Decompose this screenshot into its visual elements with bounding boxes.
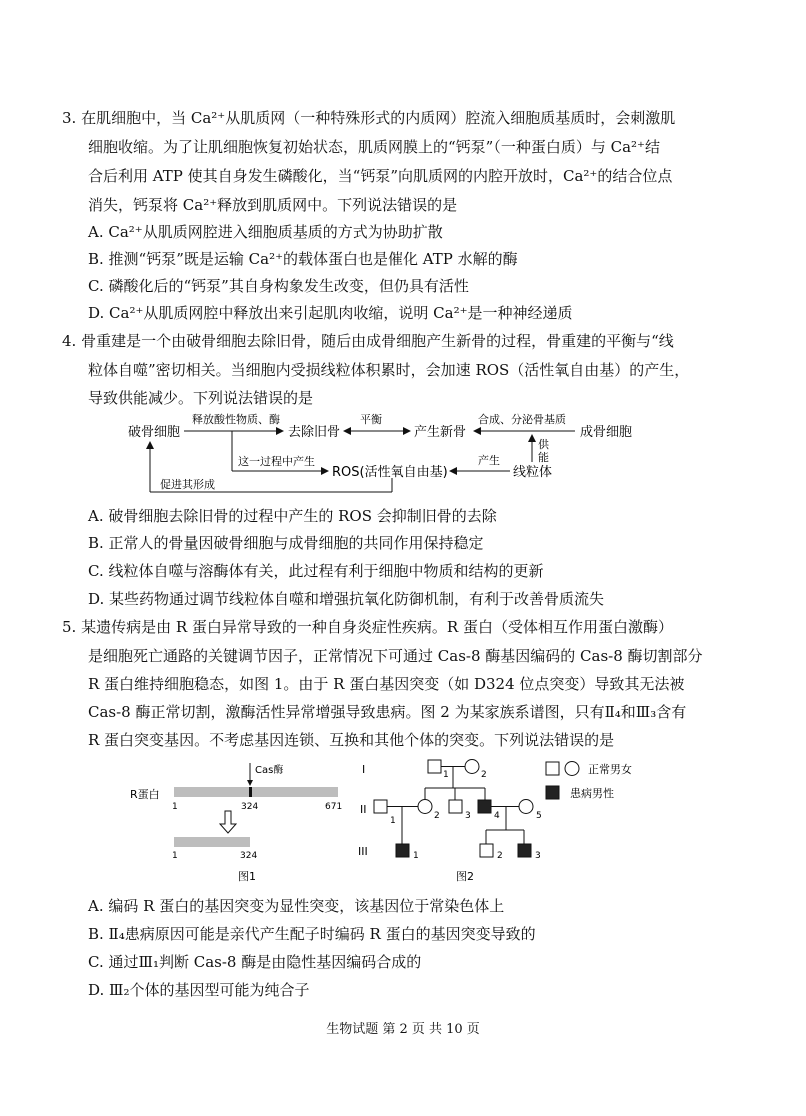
pedigree-ii1-male <box>374 800 387 813</box>
legend-normal-male <box>546 762 559 775</box>
num-ii5: 5 <box>536 811 542 821</box>
num-ii2: 2 <box>434 811 440 821</box>
q3-stem-line-4: 消失，钙泵将 Ca²⁺释放到肌质网中。下列说法错误的是 <box>88 196 458 214</box>
figure-1 <box>128 758 348 888</box>
q5-stem-line-4: Cas-8 酶正常切割，激酶活性异常增强导致患病。图 2 为某家族系谱图，只有Ⅱ₄和Ⅲ₃含有 <box>88 703 687 721</box>
fig1-tick-mid: 324 <box>241 802 259 812</box>
fig1-tick-end: 671 <box>325 802 343 812</box>
num-i2: 2 <box>481 770 487 780</box>
q4-option-c: C. 线粒体自噬与溶酶体有关，此过程有利于细胞中物质和结构的更新 <box>88 562 544 580</box>
gen-label-i: I <box>362 763 366 776</box>
q3-stem-line-1: 3. 在肌细胞中，当 Ca²⁺从肌质网（一种特殊形式的内质网）腔流入细胞质基质时，会刺激肌 <box>62 109 676 127</box>
q4-stem-line-2: 粒体自噬”密切相关。当细胞内受损线粒体积累时，会加速 ROS（活性氧自由基）的产生， <box>88 361 690 379</box>
q4-stem-line-3: 导致供能减少。下列说法错误的是 <box>88 389 314 407</box>
pedigree-iii3-affected-male <box>518 844 531 857</box>
q5-stem-line-1: 5. 某遗传病是由 R 蛋白异常导致的一种自身炎症性疾病。R 蛋白（受体相互作用蛋白激酶） <box>62 618 673 636</box>
fig1-cleavage-arrow <box>220 811 236 833</box>
fig1-protein-label: R蛋白 <box>130 788 160 801</box>
q5-option-d: D. Ⅲ₂个体的基因型可能为纯合子 <box>88 981 310 999</box>
num-i1: 1 <box>443 770 449 780</box>
synthesis-label: 合成、分泌骨基质 <box>478 413 566 426</box>
num-iii1: 1 <box>413 851 419 861</box>
gen-label-ii: II <box>360 803 367 816</box>
pedigree-i2-female <box>465 760 479 774</box>
q5-option-c: C. 通过Ⅲ₁判断 Cas-8 酶是由隐性基因编码合成的 <box>88 953 422 971</box>
fig1-cut-start: 1 <box>172 851 178 861</box>
release-label: 释放酸性物质、酶 <box>192 413 280 426</box>
legend-normal-female <box>565 762 579 776</box>
osteoclast-label: 破骨细胞 <box>128 425 181 440</box>
fig1-cut-site-mark <box>249 787 252 797</box>
q4-option-a: A. 破骨细胞去除旧骨的过程中产生的 ROS 会抑制旧骨的去除 <box>88 507 497 525</box>
pedigree-ii3-male <box>449 800 462 813</box>
mitochondria-label: 线粒体 <box>513 465 553 480</box>
supply-label-1: 供 <box>538 438 549 451</box>
promote-label: 促进其形成 <box>160 478 215 491</box>
q5-stem-line-3: R 蛋白维持细胞稳态，如图 1。由于 R 蛋白基因突变（如 D324 位点突变）导致其无法被 <box>88 675 685 693</box>
pedigree-iii2-male <box>480 844 493 857</box>
fig1-caption: 图1 <box>238 870 256 883</box>
q3-option-a: A. Ca²⁺从肌质网腔进入细胞质基质的方式为协助扩散 <box>88 223 443 241</box>
q5-option-b: B. Ⅱ₄患病原因可能是亲代产生配子时编码 R 蛋白的基因突变导致的 <box>88 925 536 943</box>
fig2-caption: 图2 <box>456 870 474 883</box>
pedigree-ii4-affected-male <box>478 800 491 813</box>
q4-option-d: D. 某些药物通过调节线粒体自噬和增强抗氧化防御机制，有利于改善骨质流失 <box>88 590 605 608</box>
remove-old-bone-label: 去除旧骨 <box>288 425 341 440</box>
supply-label-2: 能 <box>538 451 549 464</box>
ros-label: ROS(活性氧自由基) <box>332 465 448 480</box>
legend-affected-male <box>546 786 559 799</box>
produce-label: 产生 <box>478 454 500 467</box>
q5-stem-line-2: 是细胞死亡通路的关键调节因子，正常情况下可通过 Cas-8 酶基因编码的 Cas-8 酶切割部分 <box>88 647 703 665</box>
num-iii2: 2 <box>497 851 503 861</box>
q3-option-c: C. 磷酸化后的“钙泵”其自身构象发生改变，但仍具有活性 <box>88 277 469 295</box>
fig1-cut-end: 324 <box>240 851 258 861</box>
q3-option-b: B. 推测“钙泵”既是运输 Ca²⁺的载体蛋白也是催化 ATP 水解的酶 <box>88 250 518 268</box>
pedigree-iii1-affected-male <box>396 844 409 857</box>
pedigree-ii2-female <box>418 800 432 814</box>
fig1-cleaved-protein-bar <box>174 837 250 847</box>
q5-stem-line-5: R 蛋白突变基因。不考虑基因连锁、互换和其他个体的突变。下列说法错误的是 <box>88 731 615 749</box>
legend-affected-label: 患病男性 <box>570 787 614 800</box>
q4-stem-line-1: 4. 骨重建是一个由破骨细胞去除旧骨，随后由成骨细胞产生新骨的过程，骨重建的平衡与“线 <box>62 332 674 350</box>
num-ii4: 4 <box>494 811 500 821</box>
bone-remodeling-diagram <box>120 410 650 500</box>
figure-2-pedigree <box>352 758 672 888</box>
q3-stem-line-3: 合后利用 ATP 使其自身发生磷酸化，当“钙泵”向肌质网的内腔开放时，Ca²⁺的结合位点 <box>88 167 673 185</box>
q3-stem-line-2: 细胞收缩。为了让肌细胞恢复初始状态，肌质网膜上的“钙泵”（一种蛋白质）与 Ca²⁺结 <box>88 138 660 156</box>
q3-option-d: D. Ca²⁺从肌质网腔中释放出来引起肌肉收缩，说明 Ca²⁺是一种神经递质 <box>88 304 573 322</box>
fig1-enzyme-label: Cas酶 <box>255 765 284 776</box>
q5-option-a: A. 编码 R 蛋白的基因突变为显性突变，该基因位于常染色体上 <box>88 897 505 915</box>
gen-label-iii: III <box>358 845 368 858</box>
osteoblast-label: 成骨细胞 <box>580 425 633 440</box>
num-iii3: 3 <box>535 851 541 861</box>
balance-label: 平衡 <box>360 413 382 426</box>
pedigree-i1-male <box>428 760 441 773</box>
process-label: 这一过程中产生 <box>238 455 315 468</box>
num-ii1: 1 <box>390 816 396 826</box>
q4-option-b: B. 正常人的骨量因破骨细胞与成骨细胞的共同作用保持稳定 <box>88 534 484 552</box>
legend-normal-label: 正常男女 <box>588 763 632 776</box>
page-footer: 生物试题 第 2 页 共 10 页 <box>326 1022 480 1037</box>
fig1-full-protein-bar <box>174 787 338 797</box>
num-ii3: 3 <box>465 811 471 821</box>
fig1-tick-start: 1 <box>172 802 178 812</box>
pedigree-ii5-female <box>519 800 533 814</box>
new-bone-label: 产生新骨 <box>414 425 467 440</box>
